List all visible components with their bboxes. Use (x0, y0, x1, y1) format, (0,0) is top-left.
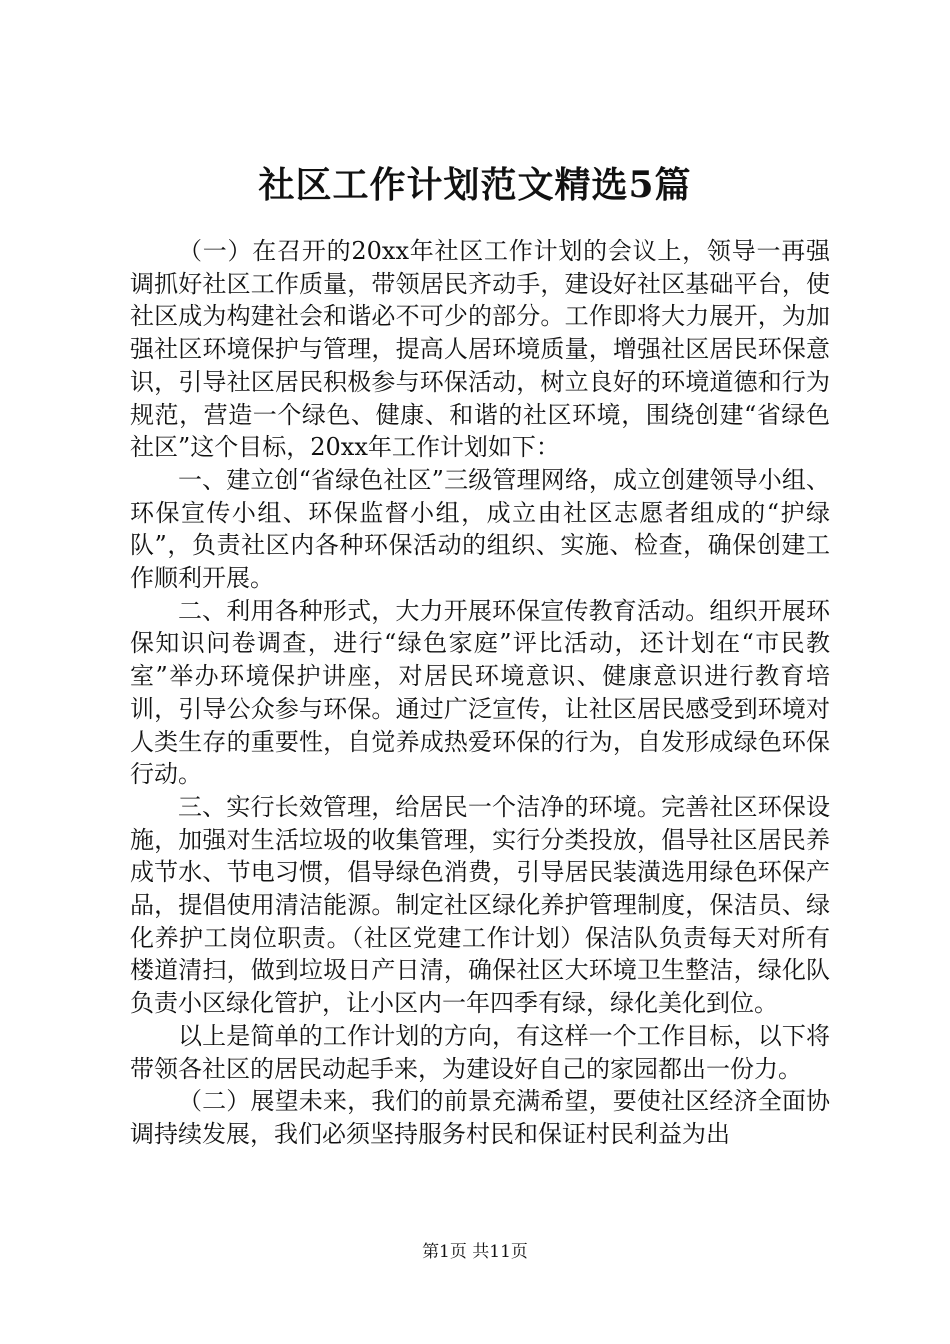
paragraph-item-2: 二、利用各种形式，大力开展环保宣传教育活动。组织开展环保知识问卷调查，进行“绿色家庭”评比活动，还计划在“市民教室”举办环境保护讲座，对居民环境意识、健康意识进行教育培训，引导公众参与环保。通过广泛宣传，让社区居民感受到环境对人类生存的重要性，自觉养成热爱环保的行为，自发形成绿色环保行动。 (130, 596, 830, 789)
paragraph-item-1: 一、建立创“省绿色社区”三级管理网络，成立创建领导小组、环保宣传小组、环保监督小组，成立由社区志愿者组成的“护绿队”，负责社区内各种环保活动的组织、实施、检查，确保创建工作顺利开展。 (130, 465, 830, 593)
paragraph-section-2: （二）展望未来，我们的前景充满希望，要使社区经济全面协调持续发展，我们必须坚持服务村民和保证村民利益为出 (130, 1087, 830, 1148)
document-body (130, 235, 830, 1151)
paragraph-summary: 以上是简单的工作计划的方向，有这样一个工作目标，以下将带领各社区的居民动起手来，为建设好自己的家园都出一份力。 (130, 1021, 830, 1083)
paragraph-intro: （一）在召开的20xx年社区工作计划的会议上，领导一再强调抓好社区工作质量，带领居民齐动手，建设好社区基础平台，使社区成为构建社会和谐必不可少的部分。工作即将大力展开，为加强社区环境保护与管理，提高人居环境质量，增强社区居民环保意识，引导社区居民积极参与环保活动，树立良好的环境道德和行为规范，营造一个绿色、健康、和谐的社区环境，围绕创建“省绿色社区”这个目标，20xx年工作计划如下： (130, 237, 830, 462)
page-footer: 第1页 共11页 (422, 1242, 528, 1262)
paragraph-item-3: 三、实行长效管理，给居民一个洁净的环境。完善社区环保设施，加强对生活垃圾的收集管理，实行分类投放，倡导社区居民养成节水、节电习惯，倡导绿色消费，引导居民装潢选用绿色环保产品，提倡使用清洁能源。制定社区绿化养护管理制度，保洁员、绿化养护工岗位职责。（社区党建工作计划）保洁队负责每天对所有楼道清扫，做到垃圾日产日清，确保社区大环境卫生整洁，绿化队负责小区绿化管护，让小区内一年四季有绿，绿化美化到位。 (130, 792, 830, 1018)
document-title: 社区工作计划范文精选5篇 (258, 164, 692, 206)
